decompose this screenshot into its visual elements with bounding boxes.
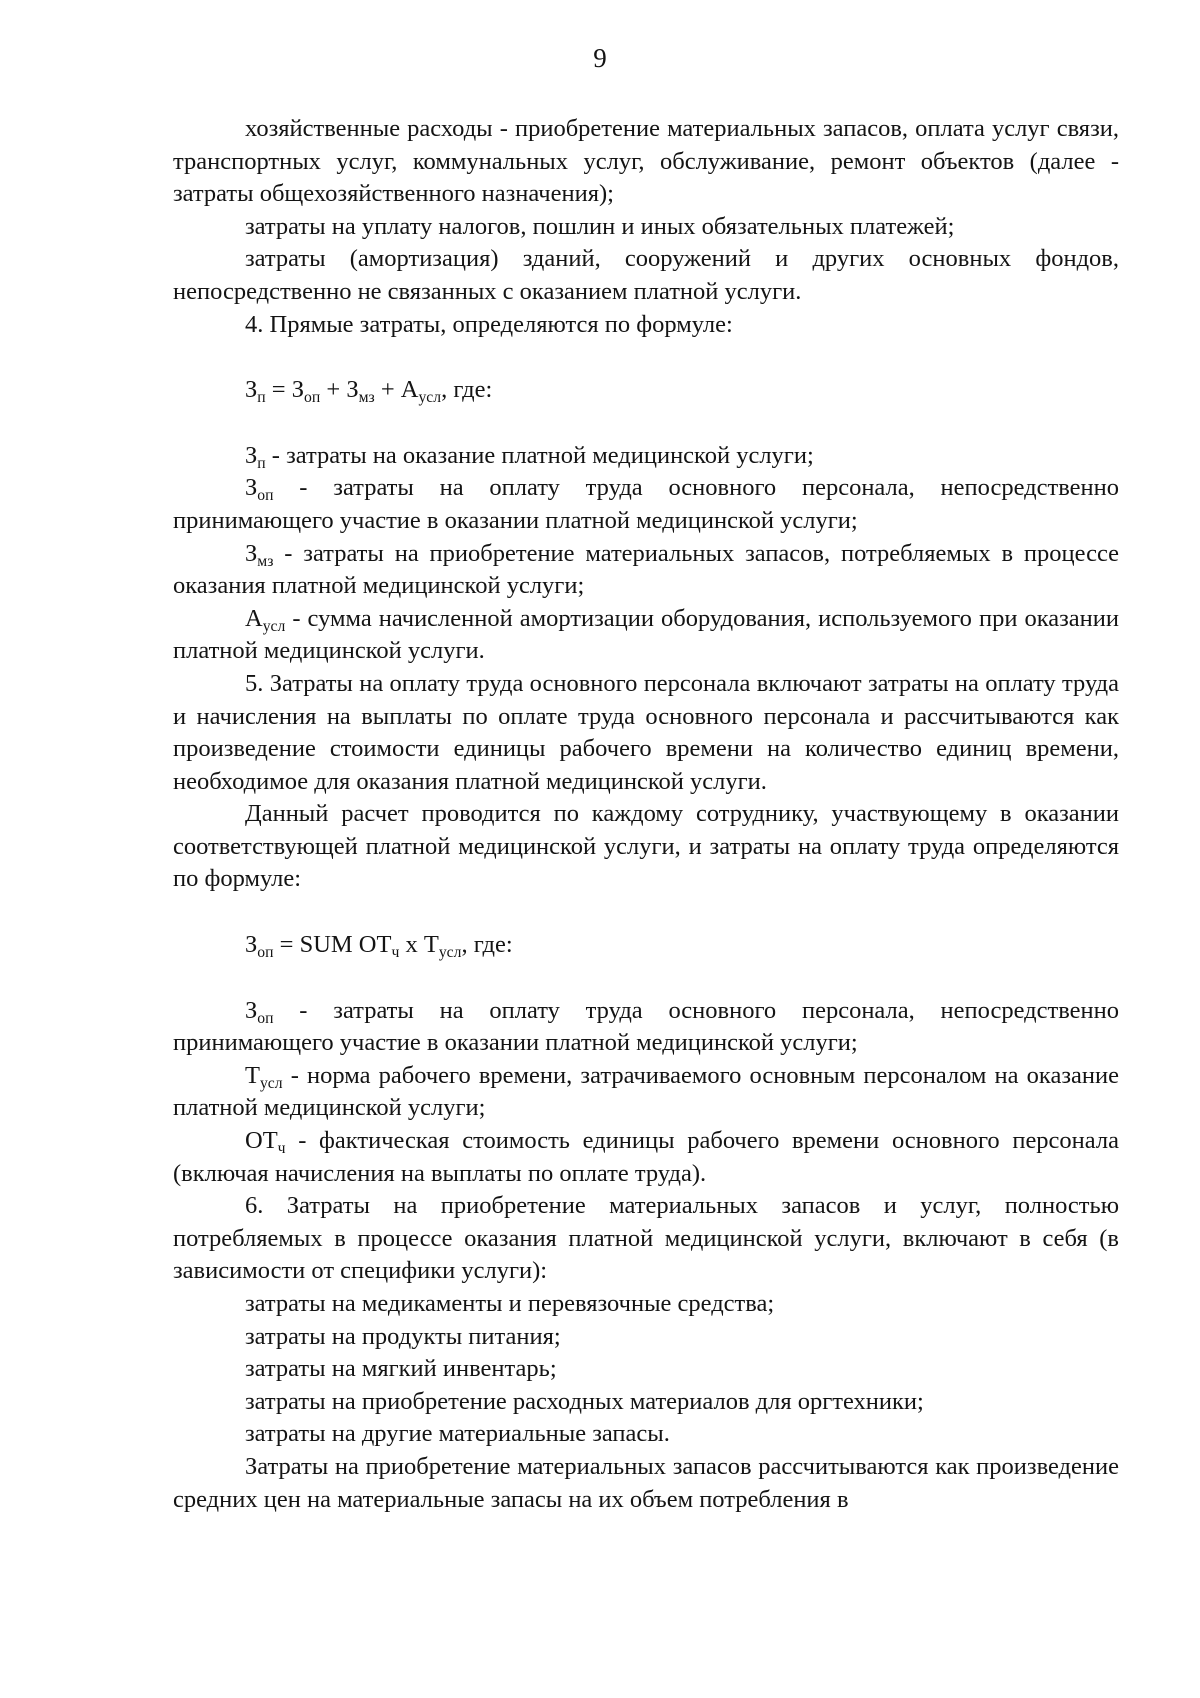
definition-zp — [173, 440, 1119, 473]
formula-subscript: ч — [391, 944, 400, 962]
definition-symbol: З — [245, 996, 258, 1024]
document-body — [173, 113, 1119, 1516]
list-item: затраты на приобретение расходных материалов для оргтехники; — [245, 1387, 924, 1415]
formula-subscript: мз — [358, 389, 375, 407]
definition-subscript: оп — [257, 487, 274, 505]
definition-symbol: З — [245, 539, 258, 567]
formula-subscript: п — [257, 389, 266, 407]
formula-subscript: усл — [438, 944, 462, 962]
definition-text: - затраты на оплату труда основного персонала, непосредственно принимающего участие в оказании платной медицинской услуги; — [173, 474, 1119, 534]
definition2-tusl — [173, 1060, 1119, 1125]
definition-subscript: усл — [262, 617, 286, 635]
formula-part: = З — [265, 376, 305, 404]
paragraph-labor-calculation: Данный расчет проводится по каждому сотруднику, участвующему в оказании соответствующей платной медицинской услуги, и затраты на оплату труда определяются по формуле: — [173, 800, 1119, 893]
definition-text: - сумма начисленной амортизации оборудования, используемого при оказании платной медицинской услуги. — [173, 604, 1119, 665]
list-item: затраты на другие материальные запасы. — [245, 1420, 670, 1448]
formula-subscript: усл — [418, 389, 442, 407]
formula-part: + З — [320, 376, 359, 404]
definition-symbol: З — [245, 474, 258, 502]
formula-tail: , где: — [461, 931, 513, 959]
list-item: затраты на продукты питания; — [245, 1322, 561, 1350]
definition-symbol: З — [245, 441, 258, 469]
definition-symbol: ОТ — [245, 1127, 278, 1155]
definition-text: - норма рабочего времени, затрачиваемого основным персоналом на оказание платной медицинской услуги; — [173, 1061, 1119, 1122]
definition-ausl — [173, 603, 1119, 668]
formula-tail: , где: — [441, 376, 493, 404]
definition-symbol: А — [245, 604, 263, 632]
formula-subscript: оп — [304, 389, 321, 407]
definition-subscript: оп — [257, 1009, 274, 1027]
definition-zmz — [173, 538, 1119, 603]
paragraph-general-expenses: хозяйственные расходы - приобретение материальных запасов, оплата услуг связи, транспортных услуг, коммунальных услуг, обслуживание, ремонт объектов (далее - затраты общехозяйственного назначения); — [173, 115, 1119, 208]
definition-text: - затраты на приобретение материальных запасов, потребляемых в процессе оказания платной медицинской услуги; — [173, 539, 1119, 600]
definition-subscript: ч — [277, 1140, 286, 1158]
list-item: затраты на мягкий инвентарь; — [245, 1355, 557, 1383]
paragraph-direct-costs-heading: 4. Прямые затраты, определяются по формуле: — [245, 310, 733, 338]
paragraph-materials: 6. Затраты на приобретение материальных запасов и услуг, полностью потребляемых в процессе оказания платной медицинской услуги, включают в себя (в зависимости от специфики услуги): — [173, 1192, 1119, 1285]
formula-symbol: З — [245, 376, 258, 404]
definition-subscript: мз — [257, 552, 274, 570]
definition2-ot — [173, 1125, 1119, 1190]
definition-text: - затраты на оплату труда основного персонала, непосредственно принимающего участие в оказании платной медицинской услуги; — [173, 996, 1119, 1057]
formula-part: + А — [374, 376, 419, 404]
paragraph-labor-costs: 5. Затраты на оплату труда основного персонала включают затраты на оплату труда и начисления на выплаты по оплате труда основного персонала и рассчитываются как произведение стоимости единицы рабочего времени на количество единиц времени, необходимое для оказания платной медицинской услуги. — [173, 669, 1119, 795]
formula-part: х Т — [399, 931, 439, 959]
definition-zop — [173, 472, 1119, 537]
list-item: затраты на медикаменты и перевязочные средства; — [245, 1290, 775, 1317]
formula-part: = SUM ОТ — [273, 931, 392, 959]
paragraph-depreciation: затраты (амортизация) зданий, сооружений и других основных фондов, непосредственно не связанных с оказанием платной услуги. — [173, 245, 1119, 305]
definition2-zop — [173, 995, 1119, 1060]
paragraph-materials-calculation: Затраты на приобретение материальных запасов рассчитываются как произведение средних цен на материальные запасы на их объем потребления в — [173, 1452, 1119, 1513]
definition-subscript: п — [257, 454, 266, 472]
definition-text: - фактическая стоимость единицы рабочего времени основного персонала (включая начисления на выплаты по оплате труда). — [173, 1127, 1119, 1187]
definition-symbol: Т — [245, 1061, 260, 1089]
definition-text: - затраты на оказание платной медицинской услуги; — [265, 441, 814, 469]
formula-symbol: З — [245, 931, 258, 959]
formula-direct-costs — [173, 374, 1119, 407]
paragraph-taxes: затраты на уплату налогов, пошлин и иных обязательных платежей; — [245, 212, 955, 240]
formula-labor-costs — [173, 929, 1119, 962]
page-number: 9 — [593, 43, 607, 73]
formula-subscript: оп — [257, 944, 274, 962]
definition-subscript: усл — [259, 1074, 283, 1092]
